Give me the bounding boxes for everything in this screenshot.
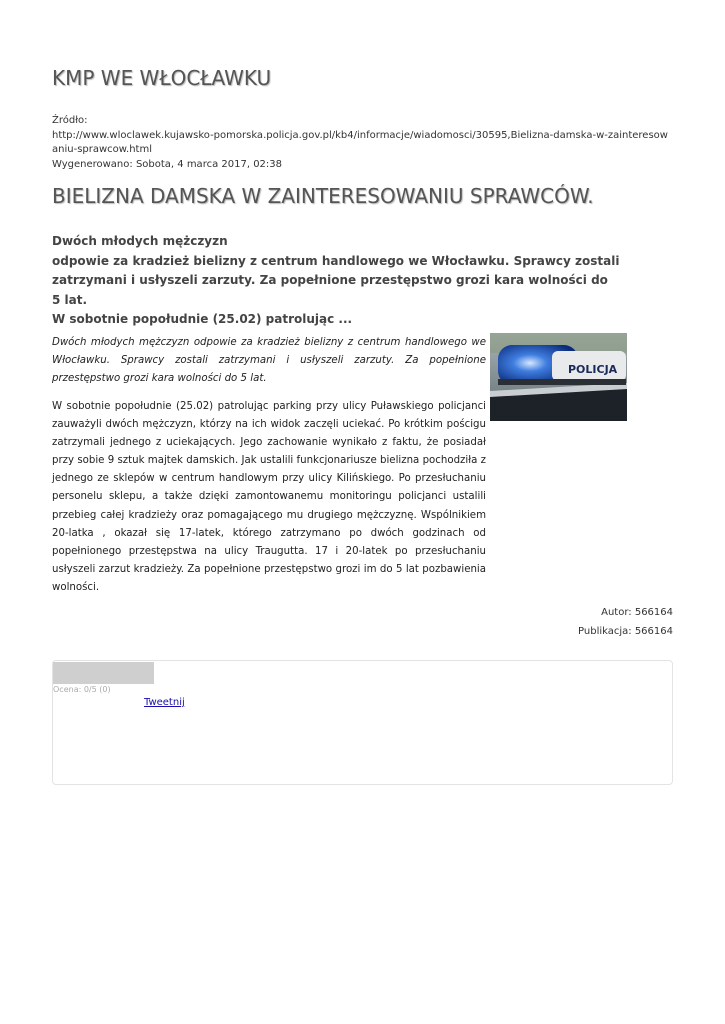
article-intro: Dwóch młodych mężczyzn odpowie za kradzież bielizny z centrum handlowego we Włocławku. Sprawcy zostali zatrzymani i usłyszeli zarzuty. Za popełnione przestępstwo grozi kara wolności do 5 lat. (52, 337, 486, 384)
article-meta (578, 604, 673, 641)
generated-date: Wygenerowano: Sobota, 4 marca 2017, 02:38 (52, 158, 283, 170)
publication: Publikacja: 566164 (578, 625, 673, 637)
rating-stars[interactable] (53, 662, 154, 684)
source-label: Źródło: (52, 115, 88, 126)
photo-text: POLICJA (568, 363, 618, 376)
article-lead (52, 232, 620, 330)
lead-line: odpowie za kradzież bielizny z centrum handlowego we Włocławku. Sprawcy zostali (52, 253, 620, 268)
site-title: KMP WE WŁOCŁAWKU (52, 66, 272, 90)
lead-line: Dwóch młodych mężczyzn (52, 234, 228, 248)
source-block (52, 114, 673, 172)
article-title: BIELIZNA DAMSKA W ZAINTERESOWANIU SPRAWCÓW. (52, 184, 594, 208)
rating-box (52, 660, 673, 785)
author: Autor: 566164 (601, 607, 673, 618)
source-url: http://www.wloclawek.kujawsko-pomorska.policja.gov.pl/kb4/informacje/wiadomosci/30595,Bielizna-damska-w-zainteresowaniu-sprawcow.html (52, 129, 668, 155)
police-car-photo (490, 333, 627, 421)
tweet-link[interactable]: Tweetnij (144, 697, 185, 708)
lead-line: 5 lat. (52, 292, 88, 307)
lead-line: zatrzymani i usłyszeli zarzuty. Za popełnione przestępstwo grozi kara wolności do (52, 273, 608, 287)
article-body: W sobotnie popołudnie (25.02) patrolując parking przy ulicy Puławskiego policjanci zauważyli dwóch mężczyzn, którzy na ich widok zaczęli uciekać. Po krótkim pościgu zatrzymali jednego z uciekających. Jego zachowanie wynikało z faktu, że posiadał przy sobie 9 sztuk majtek damskich. Jak ustalili funkcjonariusze bielizna pochodziła z jednego ze sklepów w centrum handlowym przy ulicy Kilińskiego. Po przesłuchaniu personelu sklepu, a także dzięki zamontowanemu monitoringu policjanci ustalili przebieg całej kradzieży oraz pomagającego mu drugiego mężczyznę. Wspólnikiem 20-latka , okazał się 17-latek, którego zatrzymano po dwóch godzinach od popełnionego przestępstwa na ulicy Traugutta. 17 i 20-latek po przesłuchaniu usłyszeli zarzut kradzieży. Za popełnione przestępstwo grozi im do 5 lat pozbawienia wolności. (52, 401, 486, 593)
lead-line: W sobotnie popołudnie (25.02) patrolując ... (52, 312, 353, 326)
rating-score: Ocena: 0/5 (0) (53, 685, 111, 694)
